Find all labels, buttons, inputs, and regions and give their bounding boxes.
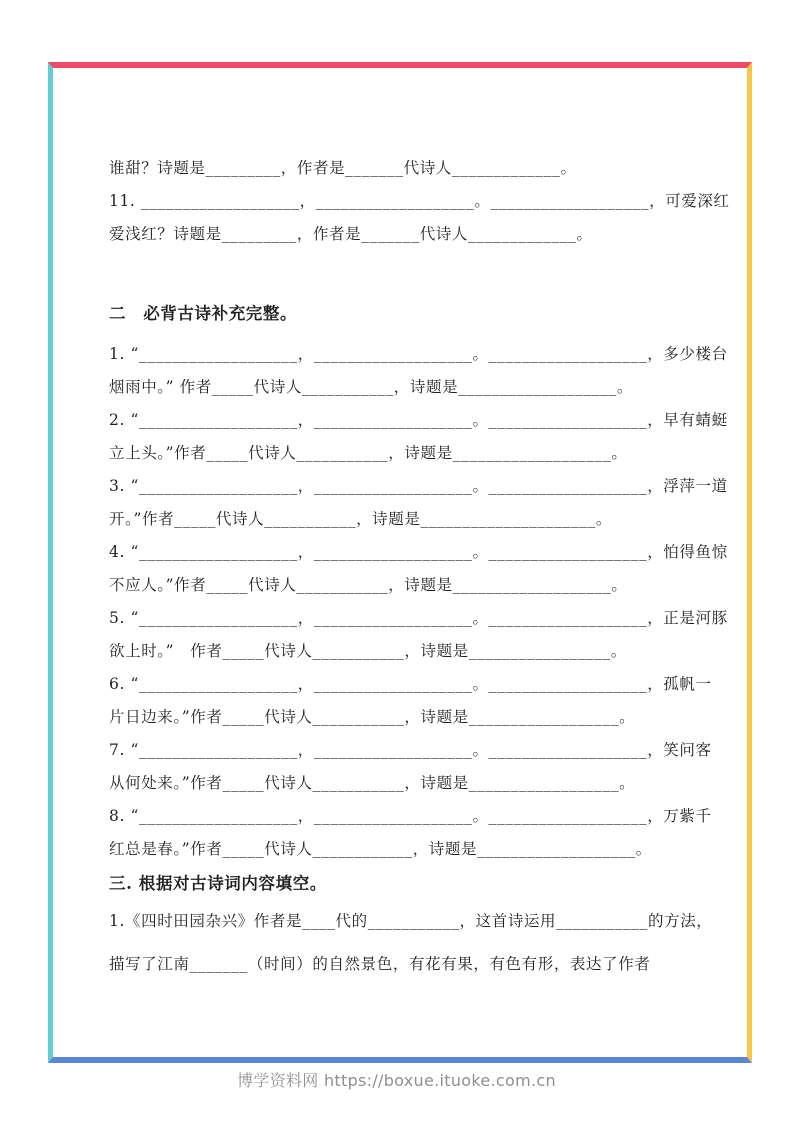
section-2-heading: 二 必背古诗补充完整。 <box>109 304 298 323</box>
worksheet-line-s3-1: 1.《四时田园杂兴》作者是____代的___________，这首诗运用___________的方法， <box>109 912 713 930</box>
poem-item-5-line-1: 5. “___________________，___________________。___________________，正是河豚 <box>109 609 728 627</box>
poem-item-4-line-2: 不应人。”作者_____代诗人___________，诗题是___________________。 <box>109 576 628 594</box>
worksheet-line-s1-1: 谁甜？诗题是_________，作者是_______代诗人_____________。 <box>109 159 577 177</box>
poem-item-2-line-1: 2. “___________________，___________________。___________________，早有蜻蜓 <box>109 411 728 429</box>
section-3-heading: 三. 根据对古诗词内容填空。 <box>109 874 327 893</box>
poem-item-8-line-2: 红总是春。”作者_____代诗人____________，诗题是___________________。 <box>109 840 652 858</box>
poem-item-2-line-2: 立上头。”作者_____代诗人___________，诗题是___________________。 <box>109 444 628 462</box>
worksheet-line-s1-3: 爱浅红？诗题是_________，作者是_______代诗人_____________。 <box>109 225 593 243</box>
poem-item-6-line-1: 6. “___________________，___________________。___________________，孤帆一 <box>109 675 712 693</box>
poem-item-1-line-2: 烟雨中。” 作者_____代诗人___________，诗题是___________________。 <box>109 378 633 396</box>
poem-item-1-line-1: 1. “___________________，___________________。___________________，多少楼台 <box>109 345 728 363</box>
poem-item-7-line-1: 7. “___________________，___________________。___________________，笑问客 <box>109 741 712 759</box>
poem-item-3-line-1: 3. “___________________，___________________。___________________，浮萍一道 <box>109 477 728 495</box>
poem-item-5-line-2: 欲上时。” 作者_____代诗人___________，诗题是_________________。 <box>109 642 627 660</box>
poem-item-7-line-2: 从何处来。”作者_____代诗人___________，诗题是__________________。 <box>109 774 636 792</box>
worksheet-card <box>48 62 752 1063</box>
poem-item-3-line-2: 开。”作者_____代诗人___________，诗题是_____________________。 <box>109 510 612 528</box>
poem-item-4-line-1: 4. “___________________，___________________。___________________，怕得鱼惊 <box>109 543 728 561</box>
poem-item-8-line-1: 8. “___________________，___________________。___________________，万紫千 <box>109 807 712 825</box>
poem-item-6-line-2: 片日边来。”作者_____代诗人___________，诗题是__________________。 <box>109 708 636 726</box>
worksheet-line-s1-2: 11. ___________________，___________________。___________________，可爱深红 <box>109 192 730 210</box>
footer-watermark: 博学资料网 https://boxue.ituoke.com.cn <box>237 1071 556 1090</box>
worksheet-line-s3-2: 描写了江南_______（时间）的自然景色，有花有果，有色有形，表达了作者 <box>109 955 651 973</box>
